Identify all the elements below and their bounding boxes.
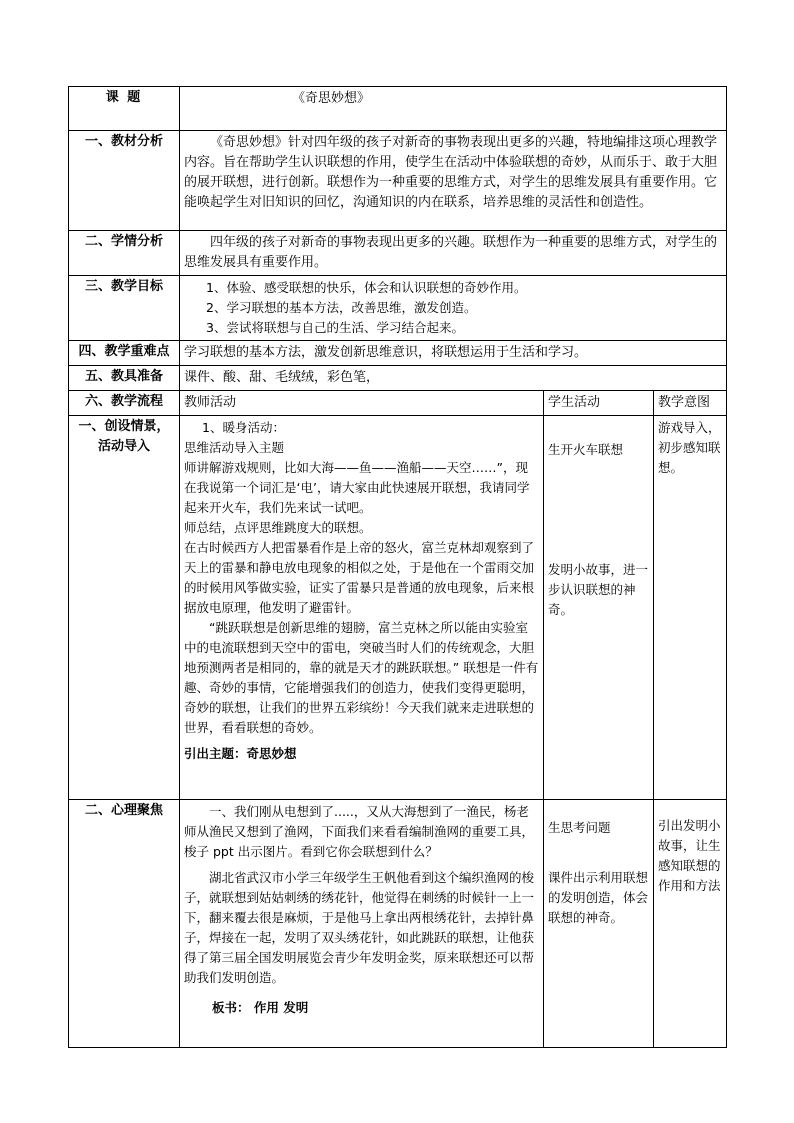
row-stage1: [69, 416, 727, 800]
goal-item: 2、学习联想的基本方法，改善思维，激发创造。: [206, 300, 477, 315]
stage2-intent: [654, 800, 727, 1048]
key-points-content: 学习联想的基本方法，激发创新思维意识，将联想运用于生活和学习。: [180, 341, 727, 366]
label-material: 一、教材分析: [69, 131, 180, 231]
stage1-teacher-line: 1、暖身活动：: [202, 420, 285, 435]
lesson-plan-table: [68, 86, 727, 1048]
row-key-points: [69, 341, 727, 366]
row-stage2: [69, 800, 727, 1048]
lesson-plan-page: [68, 86, 726, 1048]
label-stage1: [69, 416, 180, 800]
stage2-teacher-line: 一、我们刚从电想到了.....，又从大海想到了一渔民，杨老师从渔民又想到了渔网，下面我们来看看编制渔网的重要工具，梭子 ppt 出示图片。看到它你会联想到什么？: [184, 804, 535, 859]
stage2-student-line: 生思考问题: [548, 820, 611, 835]
stage1-teacher: [180, 416, 544, 800]
goal-item: 1、体验、感受联想的快乐，体会和认识联想的奇妙作用。: [206, 280, 527, 295]
stage2-student: [544, 800, 654, 1048]
topic-content: 《奇思妙想》: [180, 87, 727, 131]
stage2-teacher: [180, 800, 544, 1048]
stage1-teacher-line: 思维活动导入主题: [184, 440, 285, 455]
header-teaching-intent: 教学意图: [654, 391, 727, 416]
header-student-activity: 学生活动: [544, 391, 654, 416]
stage2-student-line: 课件出示利用联想的发明创造，体会联想的神奇。: [548, 870, 649, 925]
stage2-board: 板书： 作用 发明: [212, 1000, 309, 1015]
label-students: 二、学情分析: [69, 231, 180, 276]
stage2-teacher-line: 湖北省武汉市小学三年级学生王帆他看到这个编织渔网的梭子，就联想到姑姑刺绣的绣花针，他觉得在刺绣的时候针一上一下，翻来覆去很是麻烦，于是他马上拿出两根绣花针，去掉针鼻子，焊接在一起，发明了双头绣花针，如此跳跃的联想，让他获得了第三届全国发明展览会青少年发明金奖，原来联想还可以帮助我们发明创造。: [184, 870, 535, 985]
label-topic: 课 题: [69, 87, 180, 131]
stage1-student: [544, 416, 654, 800]
label-process: 六、教学流程: [69, 391, 180, 416]
label-tools: 五、教具准备: [69, 366, 180, 391]
row-tools: [69, 366, 727, 391]
row-process-header: [69, 391, 727, 416]
label-goals: 三、教学目标: [69, 276, 180, 341]
goal-item: 3、尝试将联想与自己的生活、学习结合起来。: [206, 320, 464, 335]
tools-content: 课件、酸、甜、毛绒绒，彩色笔，: [180, 366, 727, 391]
stage1-theme: 引出主题：奇思妙想: [184, 746, 297, 761]
stage2-intent-text: 引出发明小故事，让生感知联想的作用和方法: [658, 818, 721, 893]
students-content: 四年级的孩子对新奇的事物表现出更多的兴趣。联想作为一种重要的思维方式，对学生的思维发展具有重要作用。: [180, 231, 727, 276]
label-key-points: 四、教学重难点: [69, 341, 180, 366]
stage1-teacher-line: 师讲解游戏规则，比如大海——鱼——渔船——天空……”，现在我说第一个词汇是‘电’，请大家由此快速展开联想，我请同学起来开火车，我们先来试一试吧。: [184, 460, 530, 515]
stage1-label-line2: 活动导入: [97, 439, 150, 454]
stage1-student-line: 发明小故事，进一步认识联想的神奇。: [548, 562, 649, 617]
stage1-intent: 游戏导入，初步感知联想。: [654, 416, 727, 800]
header-teacher-activity: 教师活动: [180, 391, 544, 416]
row-students: [69, 231, 727, 276]
row-material: [69, 131, 727, 231]
material-content: 《奇思妙想》针对四年级的孩子对新奇的事物表现出更多的兴趣，特地编排这项心理教学内容。旨在帮助学生认识联想的作用，使学生在活动中体验联想的奇妙，从而乐于、敢于大胆的展开联想，进行创新。联想作为一种重要的思维方式，对学生的思维发展具有重要作用。它能唤起学生对旧知识的回忆，沟通知识的内在联系，培养思维的灵活性和创造性。: [180, 131, 727, 231]
stage1-student-line: 生开火车联想: [548, 442, 624, 457]
goals-content: [180, 276, 727, 341]
row-goals: [69, 276, 727, 341]
row-topic: [69, 87, 727, 131]
stage1-label-line1: 一、创设情景，: [78, 419, 170, 434]
stage1-teacher-line: 师总结，点评思维跳度大的联想。: [184, 520, 372, 535]
stage1-teacher-line: “跳跃联想是创新思维的翅膀，富兰克林之所以能由实验室中的电流联想到天空中的雷电，突破当时人们的传统观念，大胆地预测两者是相同的，靠的就是天才的跳跃联想。” 联想是一件有趣、奇妙的事情，它能增强我们的创造力，使我们变得更聪明，奇妙的联想，让我们的世界五彩缤纷！今天我们就来走进联想的世界，看看联想的奇妙。: [184, 620, 539, 735]
stage1-teacher-line: 在古时候西方人把雷暴看作是上帝的怒火，富兰克林却观察到了天上的雷暴和静电放电现象的相似之处，于是他在一个雷雨交加的时候用风筝做实验，证实了雷暴只是普通的放电现象，后来根据放电原理，他发明了避雷针。: [184, 540, 535, 615]
label-stage2: 二、心理聚焦: [69, 800, 180, 1048]
